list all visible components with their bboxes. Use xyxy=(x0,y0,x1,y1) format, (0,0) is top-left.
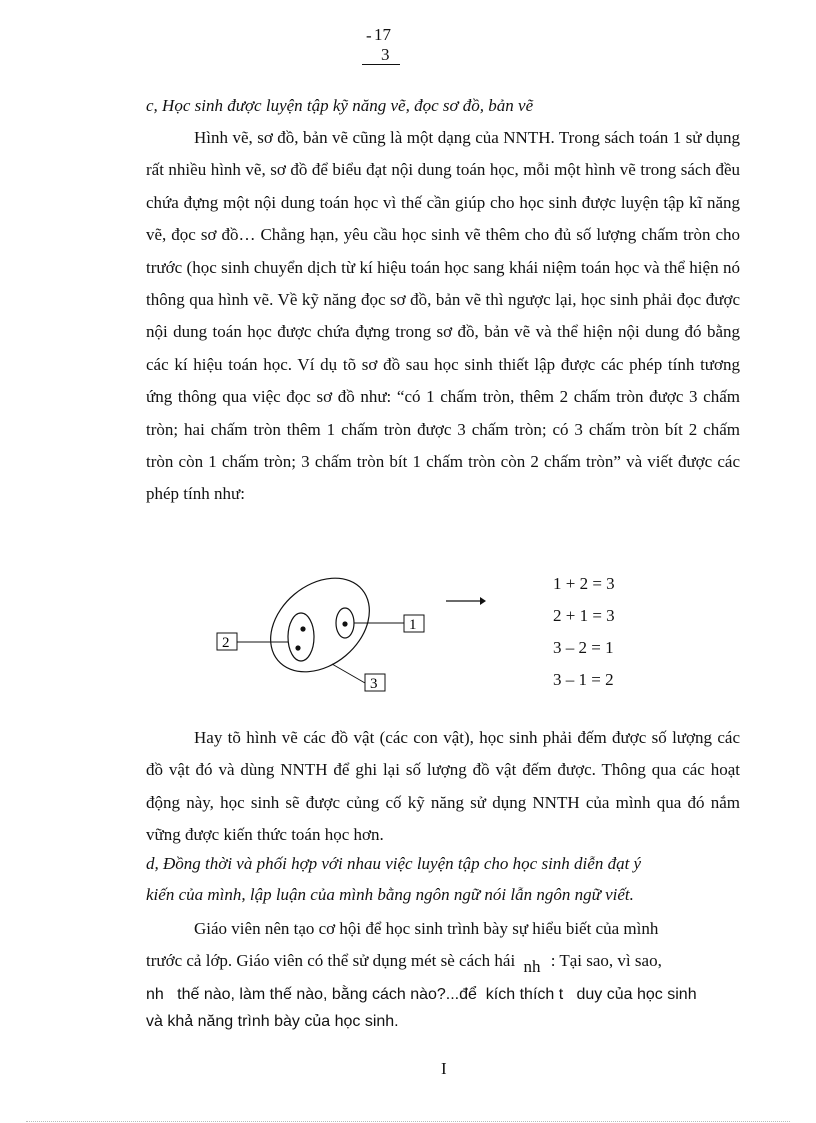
outer-ellipse xyxy=(252,570,388,691)
section-d-body-line2-end: : Tại sao, vì sao, xyxy=(550,951,662,970)
section-d-body-line1: Giáo viên nên tạo cơ hội để học sinh trình bày sự hiểu biết của mình xyxy=(194,919,659,938)
equation-2: 2 + 1 = 3 xyxy=(553,606,615,625)
footer-page-number: I xyxy=(441,1059,447,1078)
section-d-heading-line2: kiến của mình, lập luận của mình bằng ngôn ngữ nói lẫn ngôn ngữ viết. xyxy=(146,885,634,904)
header-underline xyxy=(362,64,400,65)
inner-ellipse-two-dots xyxy=(288,613,314,661)
section-d-body-line2-text: trước cả lớp. Giáo viên có thể sử dụng mét sè cách hái xyxy=(146,951,516,970)
label-2: 2 xyxy=(222,635,230,651)
section-d-heading-line1: d, Đồng thời và phối hợp với nhau việc luyện tập cho học sinh diễn đạt ý xyxy=(146,854,642,873)
label-3: 3 xyxy=(370,676,378,692)
dot xyxy=(295,645,300,650)
section-c-body xyxy=(146,122,740,511)
section-d-body-line2 xyxy=(146,951,662,976)
header-number-bottom: 3 xyxy=(381,45,390,64)
dot-set-diagram xyxy=(200,570,440,700)
section-c-heading: c, Học sinh được luyện tập kỹ năng vẽ, đọc sơ đồ, bản vẽ xyxy=(146,96,534,115)
equation-4: 3 – 1 = 2 xyxy=(553,670,614,689)
dot xyxy=(342,621,347,626)
header-number-top: 17 xyxy=(374,25,391,44)
equation-1: 1 + 2 = 3 xyxy=(553,574,615,593)
paragraph-2-text: Hay tõ hình vẽ các đồ vật (các con vật), học sinh phải đếm được số lượng các đồ vật đó và dùng NNTH để ghi lại số lượng đồ vật đếm được. Thông qua các hoạt động này, học sinh sẽ được củng cố kỹ năng sử dụng NNTH của mình qua đó nắm vững được kiến thức toán học hơn. xyxy=(146,728,740,845)
right-arrow-icon xyxy=(444,594,488,608)
paragraph-2 xyxy=(146,722,740,852)
header-dash: - xyxy=(366,26,372,45)
bottom-divider xyxy=(26,1121,790,1122)
label-1: 1 xyxy=(409,617,417,633)
dot xyxy=(300,626,305,631)
section-d-body-line3: nh thế nào, làm thế nào, bằng cách nào?...để kích thích t duy của học sinh xyxy=(146,986,697,1003)
section-d-body-line2-sub: nh xyxy=(523,957,541,976)
section-c-paragraph: Hình vẽ, sơ đồ, bản vẽ cũng là một dạng của NNTH. Trong sách toán 1 sử dụng rất nhiều hình vẽ, sơ đồ để biểu đạt nội dung toán học, mỗi một hình vẽ trong sách đều chứa đựng một nội dung toán học vì thế cần giúp cho học sinh được luyện tập kĩ năng vẽ, đọc sơ đồ… Chẳng hạn, yêu cầu học sinh vẽ thêm cho đủ số lượng chấm tròn cho trước (học sinh chuyển dịch từ kí hiệu toán học sang khái niệm toán học và thể hiện nó thông qua hình vẽ. Về kỹ năng đọc sơ đồ, bản vẽ thì ngược lại, học sinh phải đọc được nội dung toán học được chứa đựng trong sơ đồ, bản vẽ và thể hiện nội dung đó bằng các kí hiệu toán học. Ví dụ tõ sơ đồ sau học sinh thiết lập được các phép tính tương ứng thông qua việc đọc sơ đồ như: “có 1 chấm tròn, thêm 2 chấm tròn được 3 chấm tròn; hai chấm tròn thêm 1 chấm tròn được 3 chấm tròn; có 3 chấm tròn bít 2 chấm tròn còn 1 chấm tròn; 3 chấm tròn bít 1 chấm tròn còn 2 chấm tròn” và viết được các phép tính như: xyxy=(146,128,740,504)
section-d-body-line4: và khả năng trình bày của học sinh. xyxy=(146,1013,399,1030)
leader-line-3 xyxy=(332,664,365,683)
equation-3: 3 – 2 = 1 xyxy=(553,638,614,657)
